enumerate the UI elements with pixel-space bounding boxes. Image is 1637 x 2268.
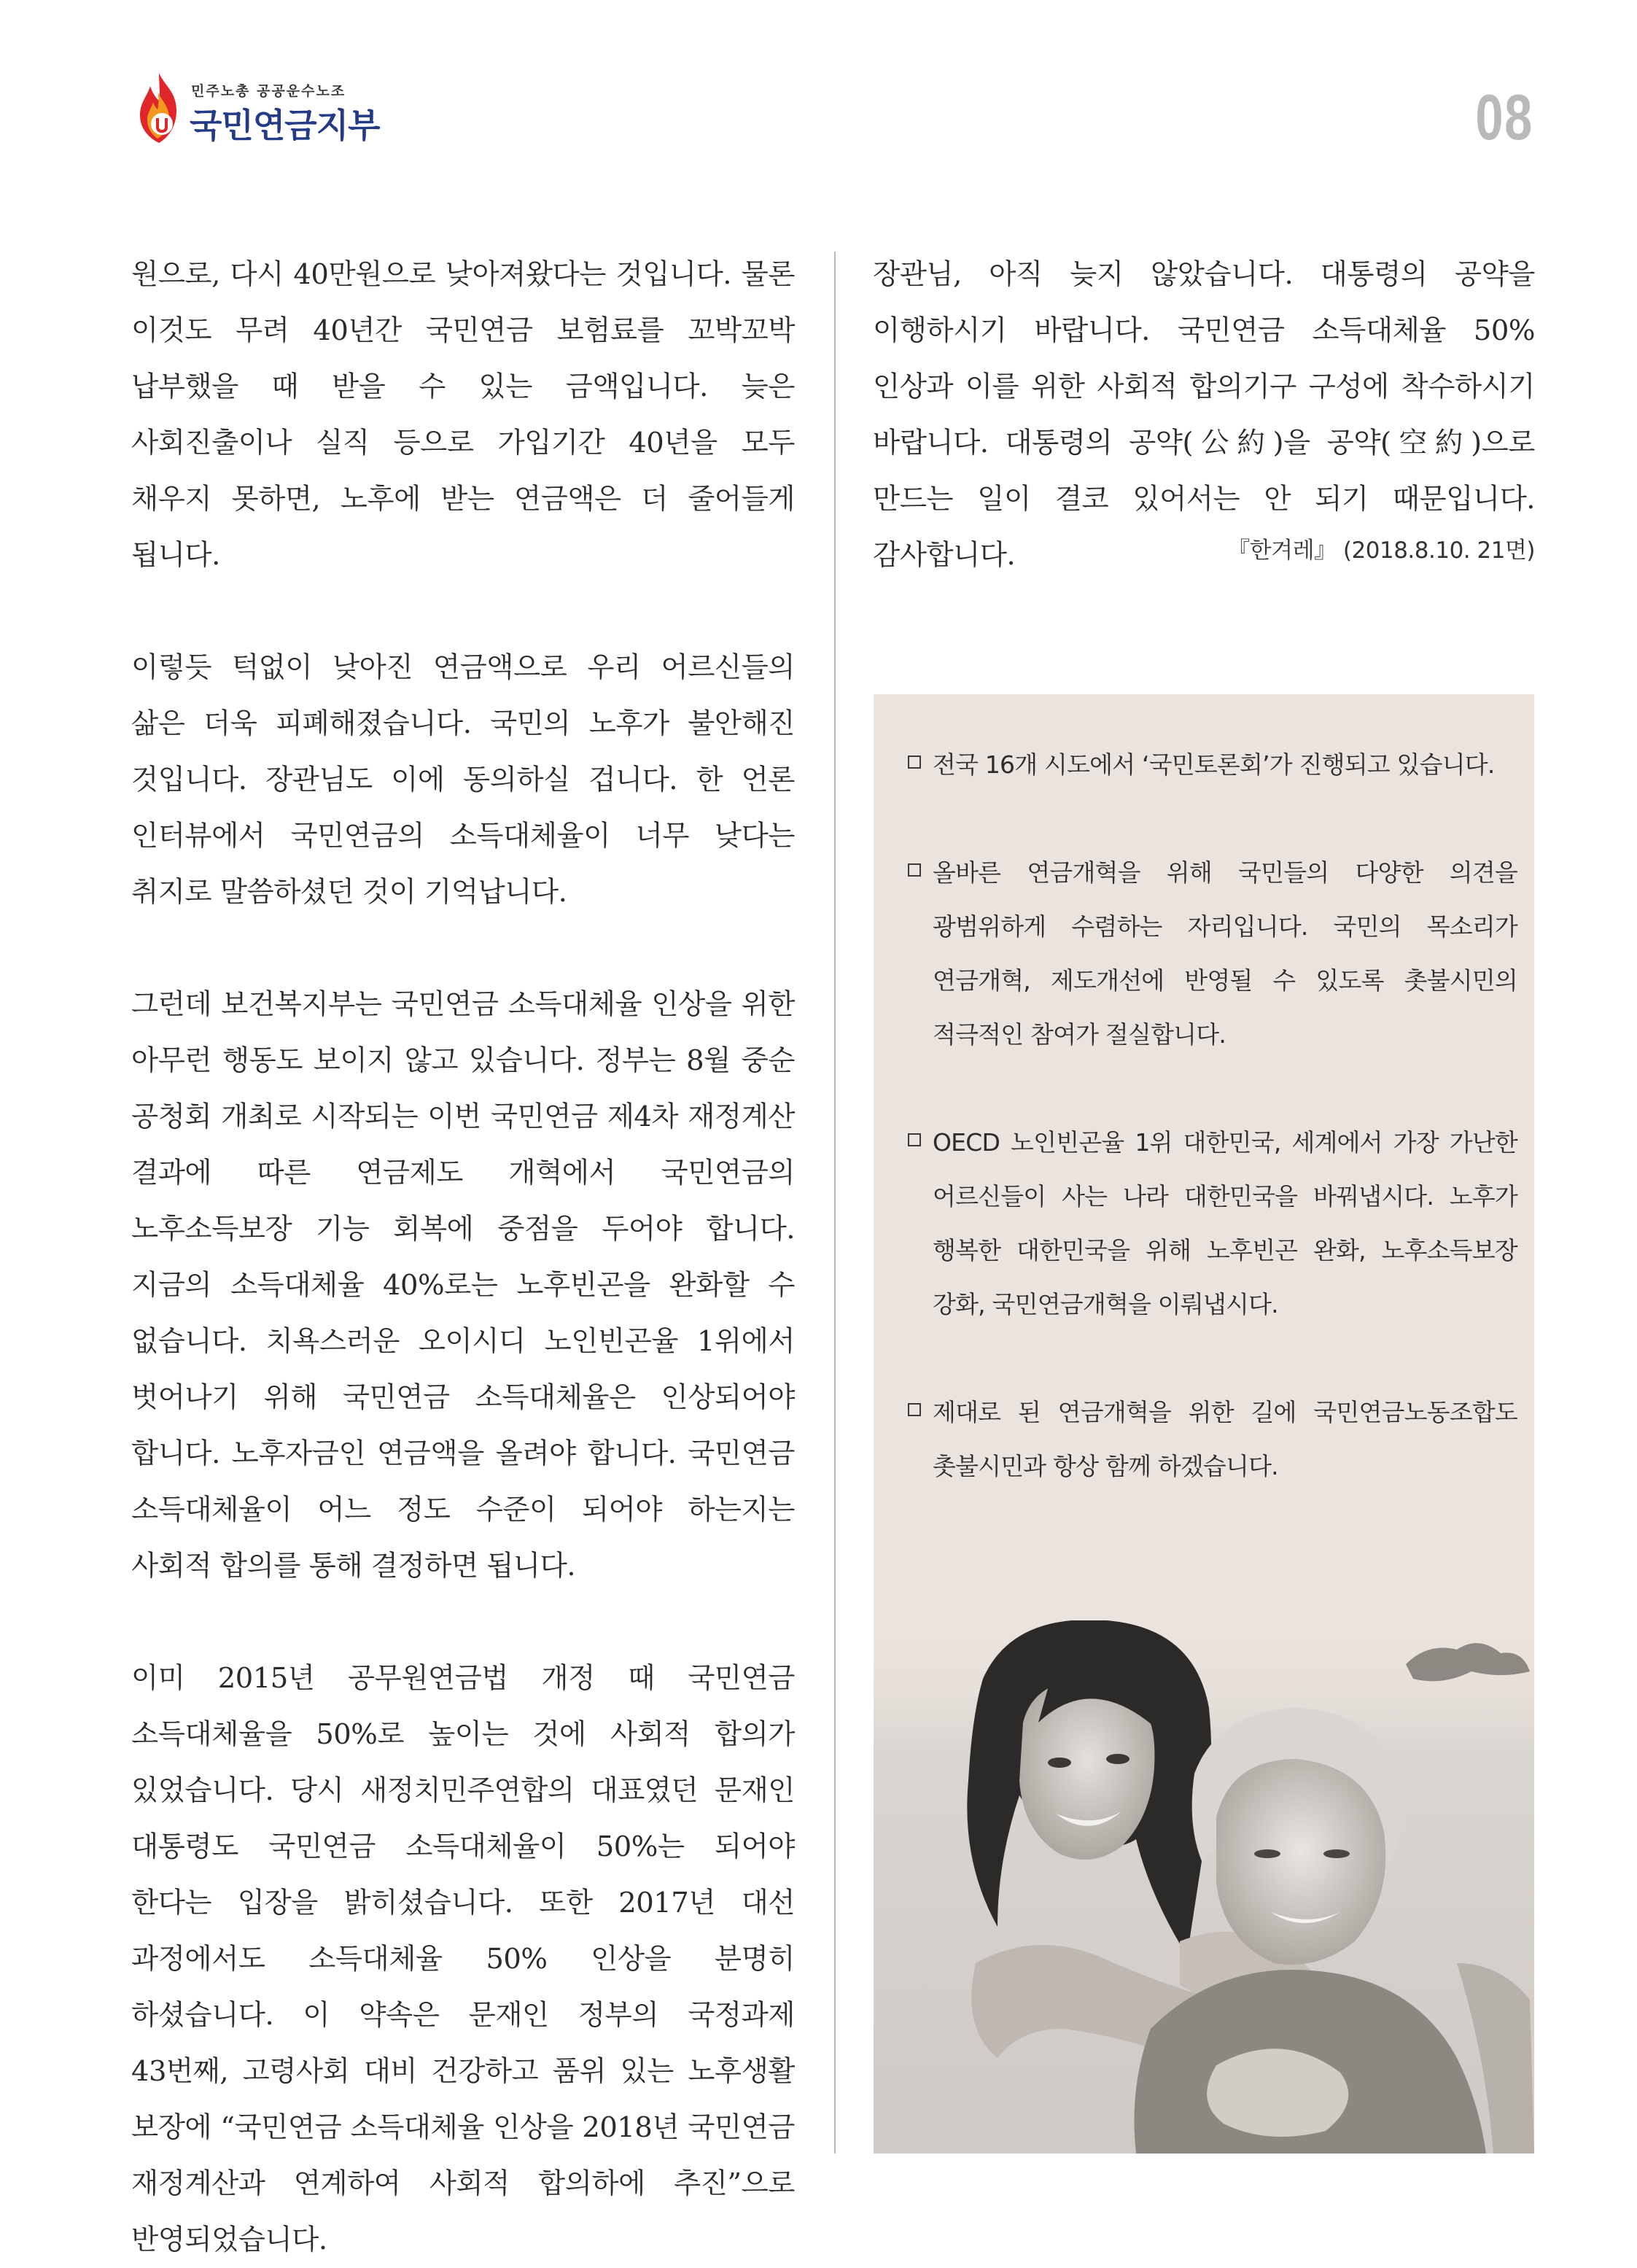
paragraph: 장관님, 아직 늦지 않았습니다. 대통령의 공약을 이행하시기 바랍니다. 국민연금 소득대체율 50% 인상과 이를 위한 사회적 합의기구 구성에 착수하시기 바랍니다. 대통령의 공약(公約)을 공약(空約)으로 만드는 일이 결코 있어서는 안 되기 때문입니다. 감사합니다. — [873, 258, 1535, 572]
notice-item — [908, 846, 1517, 1062]
notice-box — [874, 694, 1534, 2154]
union-subtitle: 민주노총 공공운수노조 — [191, 83, 346, 99]
square-bullet-icon — [908, 756, 921, 769]
source-citation: 『한겨레』 (2018.8.10. 21면) — [1227, 537, 1535, 564]
paragraph: 그런데 보건복지부는 국민연금 소득대체율 인상을 위한 아무런 행동도 보이지 않고 있습니다. 정부는 8월 중순 공청회 개최로 시작되는 이번 국민연금 제4차 재정계산 결과에 따른 연금제도 개혁에서 국민연금의 노후소득보장 기능 회복에 중점을 두어야 합니다. 지금의 소득대체율 40%로는 노후빈곤을 완화할 수 없습니다. 치욕스러운 오이시디 노인빈곤율 1위에서 벗어나기 위해 국민연금 소득대체율은 인상되어야 합니다. 노후자금인 연금액을 올려야 합니다. 국민연금 소득대체율이 어느 정도 수준이 되어야 하는지는 사회적 합의를 통해 결정하면 됩니다. — [131, 988, 795, 1582]
paragraph: 이미 2015년 공무원연금법 개정 때 국민연금 소득대체율을 50%로 높이는 것에 사회적 합의가 있었습니다. 당시 새정치민주연합의 대표였던 문재인 대통령도 국민연금 소득대체율이 50%는 되어야 한다는 입장을 밝히셨습니다. 또한 2017년 대선 과정에서도 소득대체율 50% 인상을 분명히 하셨습니다. 이 약속은 문재인 정부의 국정과제 43번째, 고령사회 대비 건강하고 품위 있는 노후생활 보장에 “국민연금 소득대체율 인상을 2018년 국민연금 재정계산과 연계하여 사회적 합의하에 추진”으로 반영되었습니다. — [131, 1662, 795, 2256]
notice-text: OECD 노인빈곤율 1위 대한민국, 세계에서 가장 가난한 어르신들이 사는 나라 대한민국을 바꿔냅시다. 노후가 행복한 대한민국을 위해 노후빈곤 완화, 노후소득보장 강화, 국민연금개혁을 이뤄냅시다. — [933, 1128, 1517, 1319]
notice-item — [908, 1386, 1517, 1494]
paragraph: 이렇듯 턱없이 낮아진 연금액으로 우리 어르신들의 삶은 더욱 피폐해졌습니다. 국민의 노후가 불안해진 것입니다. 장관님도 이에 동의하실 겁니다. 한 언론 인터뷰에서 국민연금의 소득대체율이 너무 낮다는 취지로 말씀하셨던 것이 기억납니다. — [131, 651, 795, 909]
notice-text: 전국 16개 시도에서 ‘국민토론회’가 진행되고 있습니다. — [933, 750, 1495, 779]
notice-item — [908, 1116, 1517, 1332]
notice-item — [908, 738, 1517, 792]
union-logo — [130, 70, 378, 150]
paragraph: 원으로, 다시 40만원으로 낮아져왔다는 것입니다. 물론 이것도 무려 40년간 국민연금 보험료를 꼬박꼬박 납부했을 때 받을 수 있는 금액입니다. 늦은 사회진출이나 실직 등으로 가입기간 40년을 모두 채우지 못하면, 노후에 받는 연금액은 더 줄어들게 됩니다. — [131, 258, 795, 572]
square-bullet-icon — [908, 1133, 921, 1146]
union-name: 국민연금지부 — [190, 106, 380, 145]
notice-text: 제대로 된 연금개혁을 위한 길에 국민연금노동조합도 촛불시민과 항상 함께 하겠습니다. — [933, 1398, 1517, 1480]
square-bullet-icon — [908, 1403, 921, 1416]
flame-emblem-icon — [130, 70, 188, 150]
notice-text: 올바른 연금개혁을 위해 국민들의 다양한 의견을 광범위하게 수렴하는 자리입니다. 국민의 목소리가 연금개혁, 제도개선에 반영될 수 있도록 촛불시민의 적극적인 참여가 절실합니다. — [933, 858, 1517, 1049]
page-number: 08 — [1475, 81, 1533, 153]
left-column — [131, 246, 795, 2268]
senior-and-daughter-photo — [874, 1620, 1534, 2154]
notice-list — [908, 738, 1517, 1547]
square-bullet-icon — [908, 863, 921, 877]
column-divider — [834, 252, 836, 2154]
